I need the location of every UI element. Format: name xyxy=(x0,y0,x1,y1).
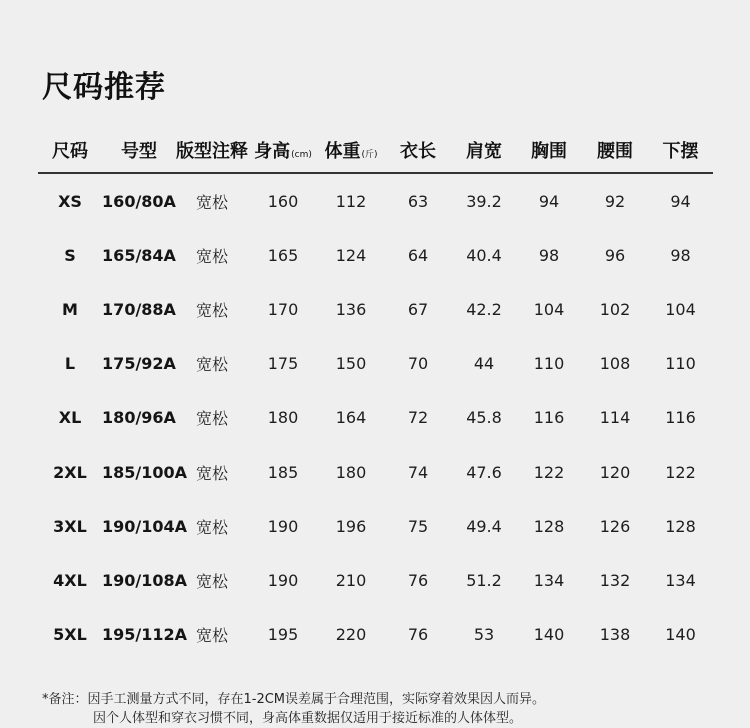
cell-size: M xyxy=(62,299,78,319)
header-size: 尺码 xyxy=(38,128,102,173)
cell-fit-note: 宽松 xyxy=(195,192,228,212)
cell-fit-note: 宽松 xyxy=(195,463,228,483)
cell-fit-note: 宽松 xyxy=(195,246,228,266)
cell-length: 72 xyxy=(407,408,429,428)
cell-fit-note: 宽松 xyxy=(195,409,228,429)
table-row xyxy=(38,337,713,391)
cell-waist: 114 xyxy=(599,408,631,428)
cell-size: S xyxy=(64,245,76,265)
cell-shoulder: 42.2 xyxy=(466,299,502,319)
cell-chest: 134 xyxy=(533,570,565,590)
cell-size: L xyxy=(64,354,76,374)
cell-hem: 98 xyxy=(670,245,691,265)
cell-chest: 110 xyxy=(533,354,565,374)
cell-hem: 134 xyxy=(665,570,696,590)
cell-hem: 104 xyxy=(665,299,696,319)
size-table xyxy=(38,128,713,662)
cell-chest: 94 xyxy=(538,191,560,211)
cell-hem: 116 xyxy=(665,408,696,428)
cell-waist: 96 xyxy=(604,245,626,265)
cell-weight: 180 xyxy=(335,462,367,482)
table-row xyxy=(38,228,713,282)
table-row xyxy=(38,445,713,499)
cell-weight: 124 xyxy=(335,245,367,265)
cell-shoulder: 39.2 xyxy=(466,191,502,211)
header-weight-unit: (斤) xyxy=(361,150,378,160)
header-length: 衣长 xyxy=(384,128,452,173)
cell-weight: 220 xyxy=(335,625,367,645)
table-row xyxy=(38,391,713,445)
cell-length: 74 xyxy=(407,462,429,482)
footnote-line-2: 因个人体型和穿衣习惯不同，身高体重数据仅适用于接近标准的人体体型。 xyxy=(93,711,523,726)
cell-chest: 128 xyxy=(533,516,565,536)
cell-length: 76 xyxy=(407,570,429,590)
table-row xyxy=(38,608,713,662)
cell-shoulder: 47.6 xyxy=(466,462,502,482)
header-weight xyxy=(318,128,384,173)
header-weight-label: 体重 xyxy=(324,141,361,162)
cell-height: 195 xyxy=(267,625,299,645)
header-fit-note: 版型注释 xyxy=(176,128,248,173)
cell-model: 165/84A xyxy=(102,245,176,265)
cell-weight: 112 xyxy=(335,191,367,211)
cell-model: 160/80A xyxy=(102,191,176,211)
cell-model: 170/88A xyxy=(102,299,176,319)
cell-fit-note: 宽松 xyxy=(195,300,228,320)
cell-chest: 116 xyxy=(533,408,565,428)
cell-weight: 150 xyxy=(335,354,367,374)
cell-model: 175/92A xyxy=(102,354,176,374)
cell-model: 195/112A xyxy=(102,625,188,645)
cell-weight: 210 xyxy=(335,570,367,590)
cell-weight: 136 xyxy=(335,299,367,319)
cell-fit-note: 宽松 xyxy=(195,571,228,591)
cell-size: 5XL xyxy=(53,625,87,645)
table-row xyxy=(38,499,713,553)
cell-hem: 140 xyxy=(665,625,696,645)
cell-hem: 94 xyxy=(670,191,691,211)
cell-length: 76 xyxy=(407,625,429,645)
cell-shoulder: 44 xyxy=(473,354,495,374)
table-row xyxy=(38,282,713,336)
cell-height: 190 xyxy=(267,570,299,590)
cell-height: 190 xyxy=(267,516,299,536)
cell-size: 3XL xyxy=(53,516,87,536)
cell-waist: 132 xyxy=(599,570,631,590)
cell-size: XS xyxy=(58,191,82,211)
cell-waist: 138 xyxy=(599,625,631,645)
cell-shoulder: 45.8 xyxy=(466,408,502,428)
cell-waist: 120 xyxy=(599,462,631,482)
cell-height: 185 xyxy=(267,462,299,482)
cell-shoulder: 53 xyxy=(473,625,495,645)
cell-fit-note: 宽松 xyxy=(195,626,228,646)
cell-waist: 102 xyxy=(599,299,631,319)
cell-waist: 126 xyxy=(599,516,631,536)
table-header-row xyxy=(38,128,713,173)
cell-chest: 104 xyxy=(533,299,565,319)
cell-fit-note: 宽松 xyxy=(195,355,228,375)
cell-hem: 110 xyxy=(665,354,696,374)
header-shoulder: 肩宽 xyxy=(452,128,516,173)
cell-model: 180/96A xyxy=(102,408,176,428)
cell-hem: 128 xyxy=(665,516,696,536)
cell-shoulder: 40.4 xyxy=(466,245,502,265)
header-waist: 腰围 xyxy=(582,128,648,173)
cell-fit-note: 宽松 xyxy=(195,517,228,537)
cell-size: 4XL xyxy=(53,570,87,590)
cell-height: 170 xyxy=(267,299,299,319)
cell-height: 175 xyxy=(267,354,299,374)
cell-height: 165 xyxy=(267,245,299,265)
table-row xyxy=(38,553,713,607)
footnote xyxy=(42,690,545,728)
cell-size: XL xyxy=(58,408,82,428)
header-height-label: 身高 xyxy=(254,141,291,162)
cell-model: 190/108A xyxy=(102,570,188,590)
cell-size: 2XL xyxy=(53,462,87,482)
cell-length: 67 xyxy=(407,299,429,319)
cell-model: 190/104A xyxy=(102,516,188,536)
footnote-line-1: *备注：因手工测量方式不同，存在1-2CM误差属于合理范围，实际穿着效果因人而异。 xyxy=(42,692,546,707)
cell-height: 180 xyxy=(267,408,299,428)
cell-model: 185/100A xyxy=(102,462,188,482)
table-row xyxy=(38,173,713,228)
cell-waist: 108 xyxy=(599,354,631,374)
header-height xyxy=(248,128,318,173)
cell-weight: 196 xyxy=(335,516,367,536)
header-model: 号型 xyxy=(102,128,176,173)
header-height-unit: (cm) xyxy=(291,150,312,160)
cell-weight: 164 xyxy=(335,408,367,428)
cell-shoulder: 49.4 xyxy=(466,516,502,536)
cell-height: 160 xyxy=(267,191,299,211)
cell-chest: 98 xyxy=(538,245,560,265)
cell-length: 75 xyxy=(407,516,429,536)
cell-waist: 92 xyxy=(604,191,626,211)
cell-hem: 122 xyxy=(665,462,696,482)
cell-chest: 122 xyxy=(533,462,565,482)
cell-shoulder: 51.2 xyxy=(466,570,502,590)
size-rows xyxy=(38,173,713,662)
cell-length: 70 xyxy=(407,354,429,374)
cell-length: 63 xyxy=(407,191,429,211)
header-hem: 下摆 xyxy=(648,128,713,173)
cell-length: 64 xyxy=(407,245,429,265)
page-title: 尺码推荐 xyxy=(42,70,166,105)
cell-chest: 140 xyxy=(533,625,565,645)
header-chest: 胸围 xyxy=(516,128,582,173)
